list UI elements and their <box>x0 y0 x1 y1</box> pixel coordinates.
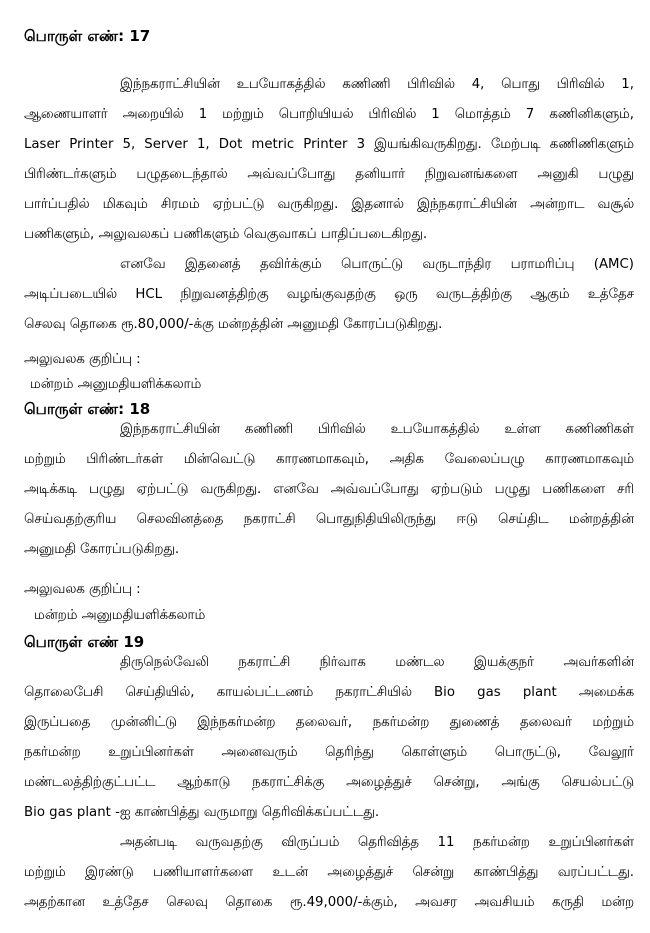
item-17-heading: பொருள் எண்: 17 <box>24 27 151 45</box>
paragraph-line: அடிப்படையில் HCL நிறுவனத்திற்கு வழங்குவதற்கு ஒரு வருடத்திற்கு ஆகும் உத்தேச <box>24 287 634 302</box>
paragraph-line: திருநெல்வேலி நகராட்சி நிர்வாக மண்டல இயக்குநர் அவர்களின் <box>120 655 634 670</box>
paragraph-line: எனவே இதனைத் தவிர்க்கும் பொருட்டு வருடாந்திர பராமரிப்பு (AMC) <box>120 257 634 272</box>
item-17-office-note-body: மன்றம் அனுமதியளிக்கலாம் <box>30 377 202 392</box>
paragraph-line: அதன்படி வருவதற்கு விருப்பம் தெரிவித்த 11 நகர்மன்ற உறுப்பினர்கள் <box>120 835 634 850</box>
paragraph-line: நகர்மன்ற உறுப்பினர்கள் அனைவரும் தெரிந்து கொள்ளும் பொருட்டு, வேலூர் <box>24 745 634 760</box>
paragraph-line: செய்வதற்குரிய செலவினத்தை நகராட்சி பொதுநிதியிலிருந்து ஈடு செய்திட மன்றத்தின் <box>24 512 634 527</box>
paragraph-line: Laser Printer 5, Server 1, Dot metric Printer 3 இயங்கிவருகிறது. மேற்படி கணிணிகளும் <box>24 137 634 152</box>
item-17-office-note-title: அலுவலக குறிப்பு : <box>24 352 141 367</box>
paragraph-line: மண்டலத்திற்குட்பட்ட ஆற்காடு நகராட்சிக்கு அழைத்துச் சென்று, அங்கு செயல்பட்டு <box>24 775 634 790</box>
paragraph-line: Bio gas plant -ஐ காண்பித்து வருமாறு தெரிவிக்கப்பட்டது. <box>24 805 380 820</box>
paragraph-line: அனுமதி கோரப்படுகிறது. <box>24 542 180 557</box>
item-18-paragraph <box>24 415 634 565</box>
paragraph-line: பணிகளும், அலுவலகப் பணிகளும் வெகுவாகப் பாதிப்படைகிறது. <box>24 227 428 242</box>
paragraph-line: தொலைபேசி செய்தியில், காயல்பட்டணம் நகராட்சியில் Bio gas plant அமைக்க <box>24 685 634 700</box>
paragraph-line: செலவு தொகை ரூ.80,000/-க்கு மன்றத்தின் அனுமதி கோரப்படுகிறது. <box>24 317 443 332</box>
paragraph-line: இந்நகராட்சியின் கணிணி பிரிவில் உபயோகத்தில் உள்ள கணிணிகள் <box>120 422 634 437</box>
paragraph-line: மற்றும் பிரிண்டர்கள் மின்வெட்டு காரணமாகவும், அதிக வேலைப்பழு காரணமாகவும் <box>24 452 634 467</box>
item-19-paragraph-2 <box>24 828 634 918</box>
item-19-heading: பொருள் எண் 19 <box>24 633 145 651</box>
paragraph-line: ஆணையாளர் அறையில் 1 மற்றும் பொறியியல் பிரிவில் 1 மொத்தம் 7 கணினிகளும், <box>24 107 634 122</box>
item-17-paragraph-2 <box>24 250 634 340</box>
paragraph-line: இருப்பதை முன்னிட்டு இந்நகர்மன்ற தலைவர், நகர்மன்ற துணைத் தலைவர் மற்றும் <box>24 715 634 730</box>
item-18-heading: பொருள் எண்: 18 <box>24 400 151 418</box>
paragraph-line: இந்நகராட்சியின் உபயோகத்தில் கணிணி பிரிவில் 4, பொது பிரிவில் 1, <box>120 77 634 92</box>
paragraph-line: அடிக்கடி பழுது ஏற்பட்டு வருகிறது. எனவே அவ்வப்போது ஏற்படும் பழுது பணிகளை சரி <box>24 482 634 497</box>
item-19-paragraph-1 <box>24 648 634 828</box>
item-17-paragraph-1 <box>24 70 634 250</box>
paragraph-line: அதற்கான உத்தேச செலவு தொகை ரூ.49,000/-க்கும், அவசர அவசியம் கருதி மன்ற <box>24 895 634 910</box>
paragraph-line: மற்றும் இரண்டு பணியாளர்களை உடன் அழைத்துச் சென்று காண்பித்து வரப்பட்டது. <box>24 865 634 880</box>
paragraph-line: பார்ப்பதில் மிகவும் சிரமம் ஏற்பட்டு வருகிறது. இதனால் இந்நகராட்சியின் அன்றாட வசூல் <box>24 197 634 212</box>
item-18-office-note-body: மன்றம் அனுமதியளிக்கலாம் <box>34 608 206 623</box>
paragraph-line: பிரிண்டர்களும் பழுதடைந்தால் அவ்வப்போது தனியார் நிறுவனங்களை அனுகி பழுது <box>24 167 634 182</box>
item-18-office-note-title: அலுவலக குறிப்பு : <box>24 582 141 597</box>
